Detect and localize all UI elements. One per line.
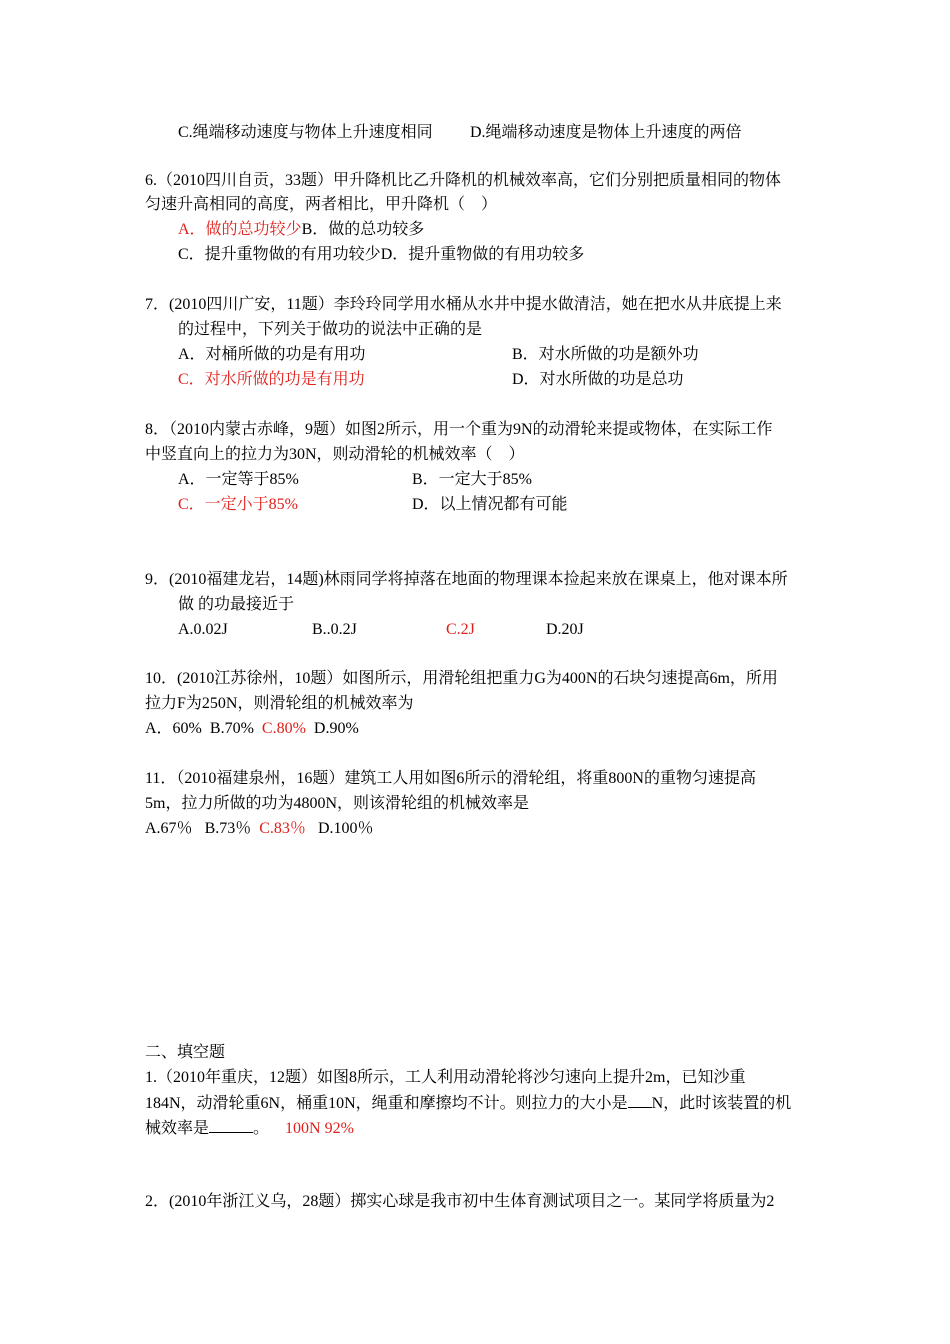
q11-option-b: B.73％	[204, 820, 252, 837]
q9-stem-line2: 做 的功最接近于	[178, 596, 295, 613]
q8-option-d: D．以上情况都有可能	[412, 496, 568, 513]
q8-stem-line2: 中竖直向上的拉力为30N，则动滑轮的机械效率（ ）	[145, 446, 525, 463]
q6-options-row2	[178, 245, 584, 265]
f1-stem-line1: 1.（2010年重庆，12题）如图8所示，工人利用动滑轮将沙匀速向上提升2m，已知沙重	[145, 1069, 746, 1086]
q9-option-d: D.20J	[546, 621, 584, 638]
f1-line3-text-a: 械效率是	[145, 1120, 210, 1137]
q8-option-a: A．一定等于85%	[178, 471, 299, 488]
q6-stem-line2: 匀速升高相同的高度，两者相比，甲升降机（ ）	[145, 196, 498, 213]
q8-option-b: B．一定大于85%	[412, 471, 533, 488]
q9-option-a: A.0.02J	[178, 621, 228, 638]
q11-stem-line2: 5m，拉力所做的功为4800N，则该滑轮组的机械效率是	[145, 795, 530, 812]
q8-stem-line1: 8．（2010内蒙古赤峰，9题）如图2所示，用一个重为9N的动滑轮来提或物体，在实际工作	[145, 421, 773, 438]
q6-options-row1	[178, 220, 424, 240]
f1-line3-text-b: 。	[253, 1120, 270, 1137]
q7-stem-line2: 的过程中，下列关于做功的说法中正确的是	[178, 321, 483, 338]
q10-stem-line2: 拉力F为250N，则滑轮组的机械效率为	[145, 695, 414, 712]
f1-stem-line3	[145, 1118, 354, 1138]
q11-stem-line1: 11．（2010福建泉州，16题）建筑工人用如图6所示的滑轮组，将重800N的重物匀速提高	[145, 770, 756, 787]
q6-option-a: A．做的总功较少	[178, 221, 302, 238]
q9-stem-line1: 9．(2010福建龙岩，14题)林雨同学将掉落在地面的物理课本捡起来放在课桌上，他对课本所	[145, 571, 788, 588]
q8-option-c: C．一定小于85%	[178, 496, 299, 513]
q9-option-c: C.2J	[446, 621, 475, 638]
f1-stem-line2	[145, 1093, 791, 1113]
q10-stem-line1: 10．(2010江苏徐州，10题）如图所示，用滑轮组把重力G为400N的石块匀速提高6m，所用	[145, 670, 778, 687]
q7-option-b: B．对水所做的功是额外功	[512, 346, 699, 363]
q7-option-a: A．对桶所做的功是有用功	[178, 346, 366, 363]
q10-option-c: C.80%	[261, 720, 306, 737]
q9-option-b: B..0.2J	[312, 621, 357, 638]
q11-option-d: D.100％	[317, 820, 374, 837]
q7-stem-line1: 7．(2010四川广安，11题）李玲玲同学用水桶从水井中提水做清洁，她在把水从井底提上来	[145, 296, 782, 313]
f1-line2-text-a: 184N，动滑轮重6N，桶重10N，绳重和摩擦均不计。则拉力的大小是	[145, 1095, 628, 1112]
q7-option-d: D．对水所做的功是总功	[512, 371, 684, 388]
q7-option-c: C．对水所做的功是有用功	[178, 371, 365, 388]
f1-answer: 100N 92%	[285, 1120, 354, 1137]
f1-blank-force	[628, 1093, 652, 1108]
f1-blank-efficiency	[209, 1118, 253, 1133]
q10-option-d: D.90%	[313, 720, 359, 737]
q6-option-c: C．提升重物做的有用功较少	[178, 246, 381, 263]
q6-stem-line1: 6.（2010四川自贡，33题）甲升降机比乙升降机的机械效率高，它们分别把质量相同的物体	[145, 172, 782, 189]
q11-options-row	[145, 819, 374, 839]
q11-option-a: A.67％	[145, 820, 193, 837]
q5-option-d: D.绳端移动速度是物体上升速度的两倍	[470, 124, 742, 141]
f1-line2-text-b: N，此时该装置的机	[651, 1095, 792, 1112]
q6-option-d: D．提升重物做的有用功较多	[380, 246, 585, 263]
section-heading-fill-in: 二、填空题	[145, 1044, 226, 1061]
q6-option-b: B．做的总功较多	[301, 221, 425, 238]
q10-option-a: A．60%	[145, 720, 202, 737]
q10-options-row	[145, 719, 359, 739]
q5-option-c: C.绳端移动速度与物体上升速度相同	[178, 124, 433, 141]
q11-option-c: C.83％	[259, 820, 306, 837]
q10-option-b: B.70%	[209, 720, 254, 737]
f2-stem-line1: 2．(2010年浙江义乌，28题）掷实心球是我市初中生体育测试项目之一。某同学将质量为2	[145, 1193, 775, 1210]
